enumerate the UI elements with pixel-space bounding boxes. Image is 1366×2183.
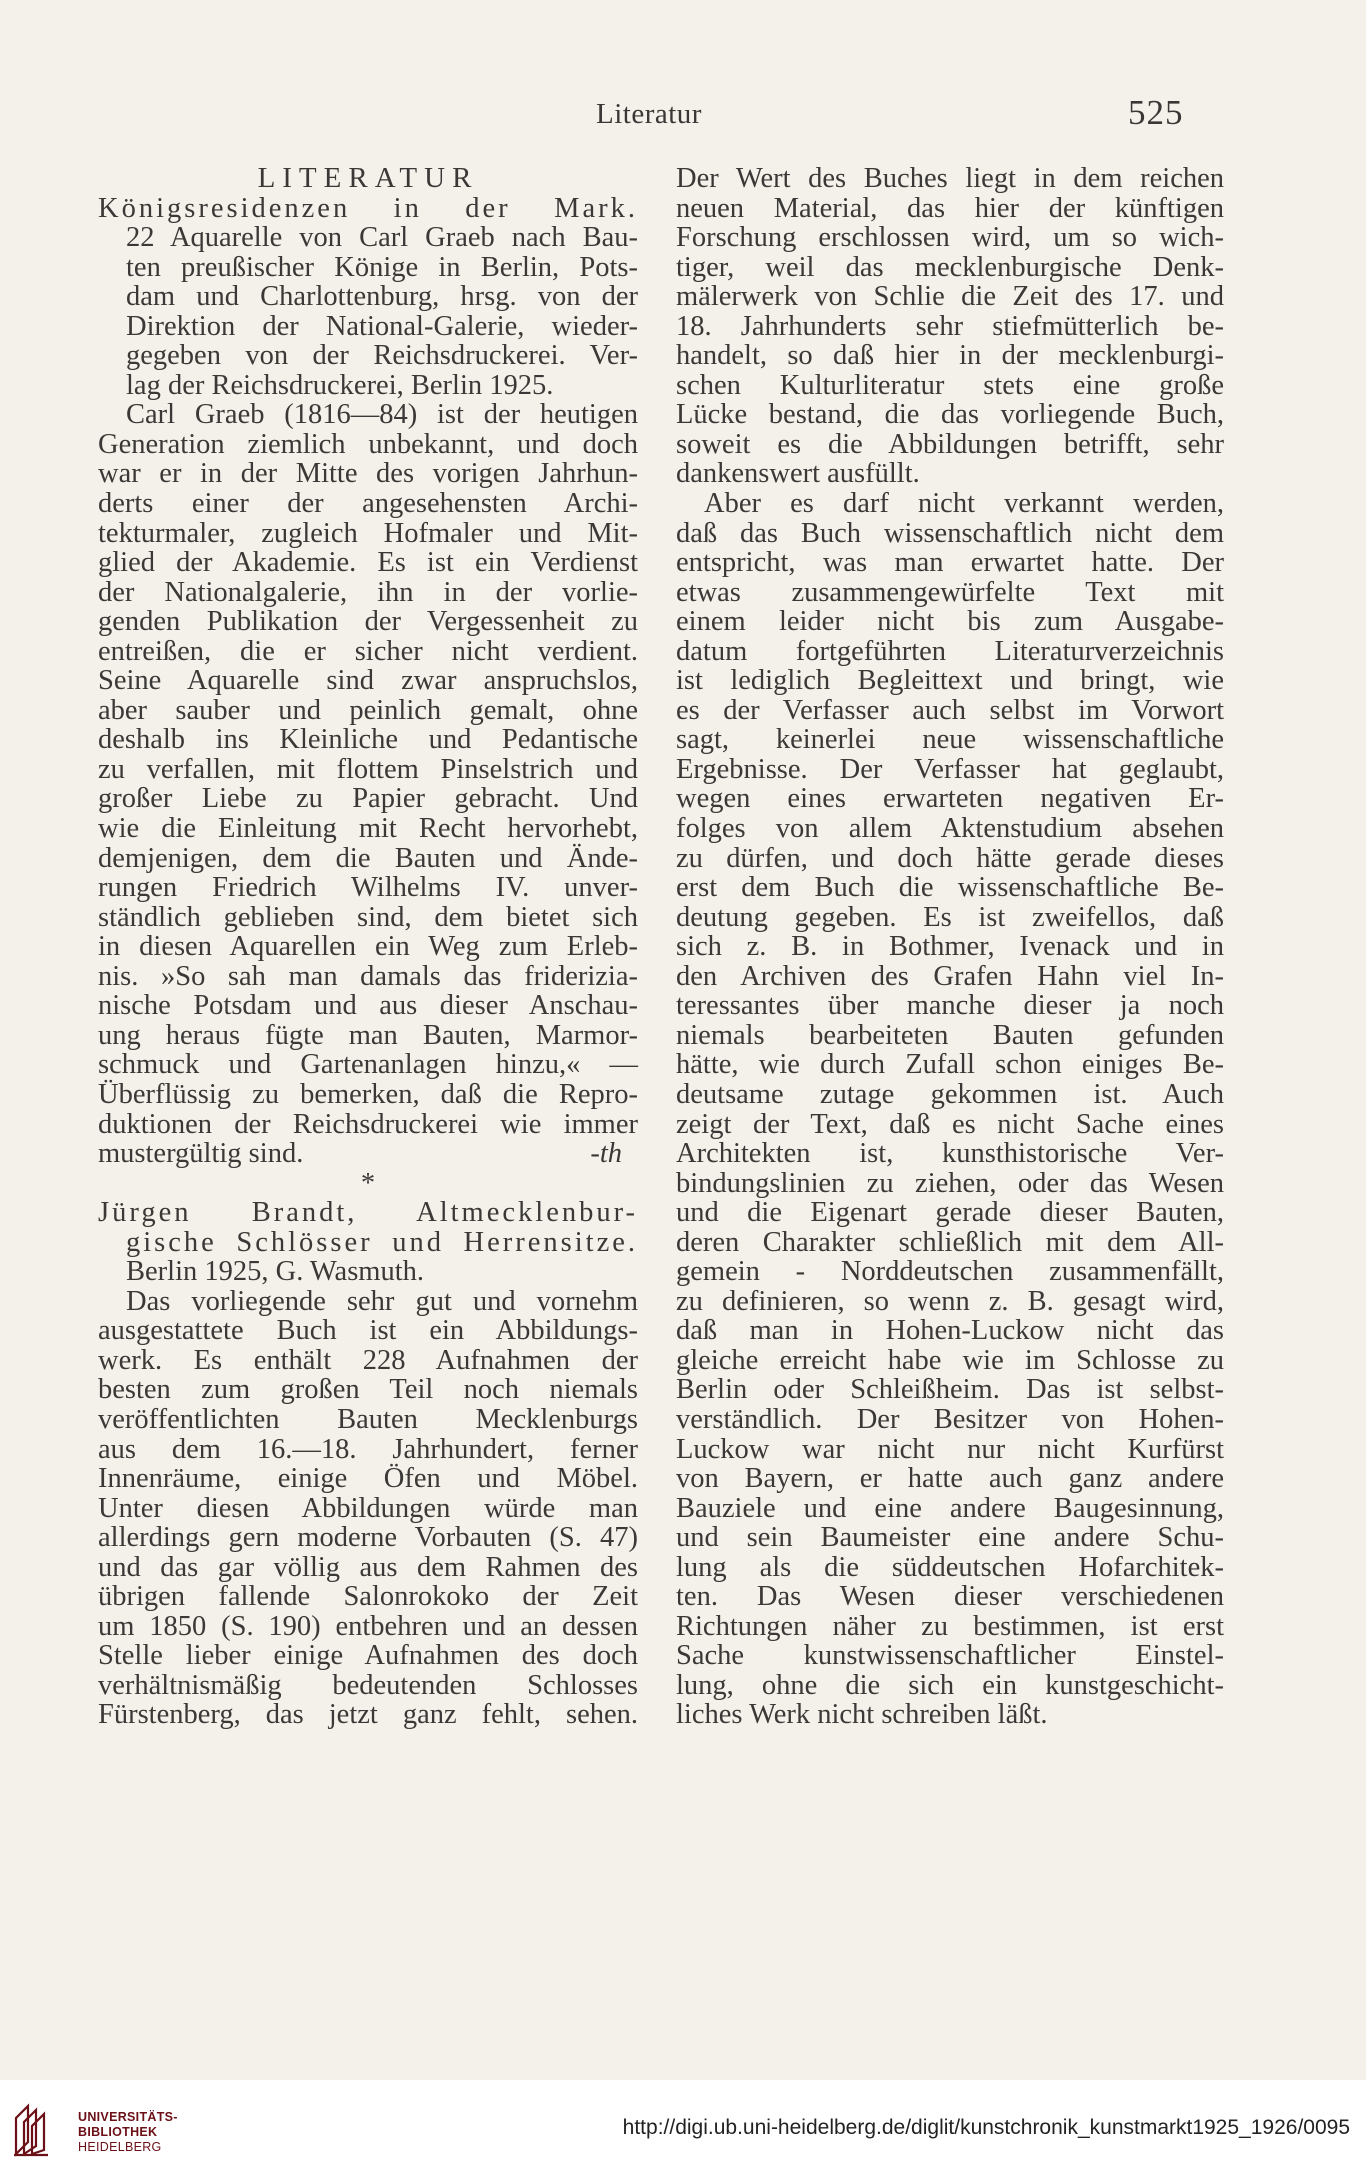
text-line: zeigt der Text, daß es nicht Sache eines	[676, 1108, 1224, 1140]
text-line: liches Werk nicht schreiben läßt.	[676, 1699, 1048, 1731]
text-line: Luckow war nicht nur nicht Kurfürst	[676, 1433, 1224, 1465]
text-line: zu dürfen, und doch hätte gerade dieses	[676, 842, 1224, 874]
text-line: tekturmaler, zugleich Hofmaler und Mit-	[98, 517, 638, 549]
text-line: deutung gegeben. Es ist zweifellos, daß	[676, 901, 1224, 933]
text-line: veröffentlichten Bauten Mecklenburgs	[98, 1403, 638, 1435]
text-line: entreißen, die er sicher nicht verdient.	[98, 635, 638, 667]
text-line: ist lediglich Begleittext und bringt, wie	[676, 665, 1224, 697]
text-line: bindungslinien zu ziehen, oder das Wesen	[676, 1167, 1224, 1199]
text-line: großer Liebe zu Papier gebracht. Und	[98, 783, 638, 815]
library-name-line: BIBLIOTHEK	[78, 2125, 158, 2139]
library-name-line: HEIDELBERG	[78, 2140, 162, 2154]
text-line: hätte, wie durch Zufall schon einiges Be-	[676, 1049, 1224, 1081]
text-line: und die Eigenart gerade dieser Bauten,	[676, 1197, 1224, 1229]
library-name-line: UNIVERSITÄTS-	[78, 2110, 178, 2124]
text-line: Forschung erschlossen wird, um so wich-	[676, 222, 1224, 254]
text-line: es der Verfasser auch selbst im Vorwort	[676, 694, 1224, 726]
text-line: mustergültig sind.	[98, 1138, 304, 1170]
text-line: Ergebnisse. Der Verfasser hat geglaubt,	[676, 753, 1224, 785]
text-line: um 1850 (S. 190) entbehren und an dessen	[98, 1610, 638, 1642]
text-line: glied der Akademie. Es ist ein Verdienst	[98, 547, 638, 579]
text-line: teressantes über manche dieser ja noch	[676, 990, 1224, 1022]
text-line: Überflüssig zu bemerken, daß die Repro-	[98, 1078, 638, 1110]
text-line: soweit es die Abbildungen betrifft, sehr	[676, 428, 1224, 460]
text-line: in diesen Aquarellen ein Weg zum Erleb-	[98, 931, 638, 963]
text-line: schen Kulturliteratur stets eine große	[676, 369, 1224, 401]
text-line: deutsame zutage gekommen ist. Auch	[676, 1078, 1224, 1110]
text-line: gleiche erreicht habe wie im Schlosse zu	[676, 1344, 1224, 1376]
text-line: dankenswert ausfüllt.	[676, 458, 920, 490]
text-line: nische Potsdam und aus dieser Anschau-	[98, 990, 638, 1022]
page-number: 525	[1128, 93, 1184, 132]
text-line: Unter diesen Abbildungen würde man	[98, 1492, 638, 1524]
text-line: Das vorliegende sehr gut und vornehm	[126, 1285, 638, 1317]
text-line: mälerwerk von Schlie die Zeit des 17. und	[676, 281, 1224, 313]
text-line: zu verfallen, mit flottem Pinselstrich und	[98, 753, 638, 785]
text-line: rungen Friedrich Wilhelms IV. unver-	[98, 872, 638, 904]
text-line: deren Charakter schließlich mit dem All-	[676, 1226, 1224, 1258]
text-line: übrigen fallende Salonrokoko der Zeit	[98, 1581, 638, 1613]
section-heading: LITERATUR	[257, 162, 479, 194]
text-line: lag der Reichsdruckerei, Berlin 1925.	[126, 369, 554, 401]
running-header-title: Literatur	[596, 98, 702, 130]
text-line: aber sauber und peinlich gemalt, ohne	[98, 694, 638, 726]
text-line: Bauziele und eine andere Baugesinnung,	[676, 1492, 1224, 1524]
text-line: Direktion der National-Galerie, wieder-	[126, 310, 638, 342]
text-line: sagt, keinerlei neue wissenschaftliche	[676, 724, 1224, 756]
text-line: lung als die süddeutschen Hofarchitek-	[676, 1551, 1224, 1583]
text-line: entspricht, was man erwartet hatte. Der	[676, 547, 1224, 579]
text-line: erst dem Buch die wissenschaftliche Be-	[676, 872, 1224, 904]
text-line: verständlich. Der Besitzer von Hohen-	[676, 1403, 1224, 1435]
library-name	[78, 2110, 178, 2155]
text-line: ausgestattete Buch ist ein Abbildungs-	[98, 1315, 638, 1347]
section-separator: *	[360, 1167, 376, 1199]
text-line: besten zum großen Teil noch niemals	[98, 1374, 638, 1406]
author-signature: -th	[590, 1138, 622, 1170]
permalink-url[interactable]: http://digi.ub.uni-heidelberg.de/diglit/kunstchronik_kunstmarkt1925_1926/0095	[622, 2116, 1350, 2139]
text-line: ständlich geblieben sind, dem bietet sich	[98, 901, 638, 933]
text-line: Aber es darf nicht verkannt werden,	[704, 488, 1224, 520]
text-line: war er in der Mitte des vorigen Jahrhun-	[98, 458, 638, 490]
text-line: werk. Es enthält 228 Aufnahmen der	[98, 1344, 638, 1376]
text-line: daß das Buch wissenschaftlich nicht dem	[676, 517, 1224, 549]
text-line: wegen eines erwarteten negativen Er-	[676, 783, 1224, 815]
text-line: ten preußischer Könige in Berlin, Pots-	[126, 251, 638, 283]
text-line: allerdings gern moderne Vorbauten (S. 47)	[98, 1522, 638, 1554]
text-line: Seine Aquarelle sind zwar anspruchslos,	[98, 665, 638, 697]
text-line: handelt, so daß hier in der mecklenburgi-	[676, 340, 1224, 372]
text-line: Lücke bestand, die das vorliegende Buch,	[676, 399, 1224, 431]
text-line: sich z. B. in Bothmer, Ivenack und in	[676, 931, 1224, 963]
text-line: Berlin 1925, G. Wasmuth.	[126, 1256, 424, 1288]
text-line: niemals bearbeiteten Bauten gefunden	[676, 1019, 1224, 1051]
text-line: schmuck und Gartenanlagen hinzu,« —	[98, 1049, 638, 1081]
text-line: Königsresidenzen in der Mark.	[98, 192, 638, 224]
text-line: duktionen der Reichsdruckerei wie immer	[98, 1108, 638, 1140]
text-line: nis. »So sah man damals das friderizia-	[98, 960, 638, 992]
text-line: datum fortgeführten Literaturverzeichnis	[676, 635, 1224, 667]
text-line: demjenigen, dem die Bauten und Ände-	[98, 842, 638, 874]
text-line: verhältnismäßig bedeutenden Schlosses	[98, 1669, 638, 1701]
text-line: Architekten ist, kunsthistorische Ver-	[676, 1138, 1224, 1170]
text-line: ten. Das Wesen dieser verschiedenen	[676, 1581, 1224, 1613]
text-line: gegeben von der Reichsdruckerei. Ver-	[126, 340, 638, 372]
text-line: und sein Baumeister eine andere Schu-	[676, 1522, 1224, 1554]
text-line: 18. Jahrhunderts sehr stiefmütterlich be-	[676, 310, 1224, 342]
left-column	[98, 164, 638, 1730]
text-line: den Archiven des Grafen Hahn viel In-	[676, 960, 1224, 992]
text-line: gische Schlösser und Herrensitze.	[126, 1226, 638, 1258]
text-line: gemein - Norddeutschen zusammenfällt,	[676, 1256, 1224, 1288]
text-line: Sache kunstwissenschaftlicher Einstel-	[676, 1640, 1224, 1672]
right-column	[676, 164, 1224, 1730]
text-line: von Bayern, er hatte auch ganz andere	[676, 1463, 1224, 1495]
text-line: wie die Einleitung mit Recht hervorhebt,	[98, 813, 638, 845]
text-line: folges von allem Aktenstudium absehen	[676, 813, 1224, 845]
text-line: dam und Charlottenburg, hrsg. von der	[126, 281, 638, 313]
viewer-footer	[0, 2080, 1366, 2183]
text-line: Innenräume, einige Öfen und Möbel.	[98, 1463, 638, 1495]
text-line: Stelle lieber einige Aufnahmen des doch	[98, 1640, 638, 1672]
text-line: Fürstenberg, das jetzt ganz fehlt, sehen.	[98, 1699, 638, 1731]
text-line: 22 Aquarelle von Carl Graeb nach Bau-	[126, 222, 638, 254]
text-line: etwas zusammengewürfelte Text mit	[676, 576, 1224, 608]
text-line: Generation ziemlich unbekannt, und doch	[98, 428, 638, 460]
text-line: Jürgen Brandt, Altmecklenbur-	[98, 1197, 638, 1229]
text-line: Berlin oder Schleißheim. Das ist selbst-	[676, 1374, 1224, 1406]
text-line: Carl Graeb (1816—84) ist der heutigen	[126, 399, 638, 431]
text-line: der Nationalgalerie, ihn in der vorlie-	[98, 576, 638, 608]
text-line: ung heraus fügte man Bauten, Marmor-	[98, 1019, 638, 1051]
text-line: lung, ohne die sich ein kunstgeschicht-	[676, 1669, 1224, 1701]
text-line: tiger, weil das mecklenburgische Denk-	[676, 251, 1224, 283]
text-line-with-signature	[98, 1139, 638, 1169]
text-line: Der Wert des Buches liegt in dem reichen	[676, 163, 1224, 194]
text-line: deshalb ins Kleinliche und Pedantische	[98, 724, 638, 756]
text-line: genden Publikation der Vergessenheit zu	[98, 606, 638, 638]
text-line: einem leider nicht bis zum Ausgabe-	[676, 606, 1224, 638]
library-logo-icon	[12, 2098, 52, 2158]
text-line: neuen Material, das hier der künftigen	[676, 192, 1224, 224]
text-line: und das gar völlig aus dem Rahmen des	[98, 1551, 638, 1583]
text-line: aus dem 16.—18. Jahrhundert, ferner	[98, 1433, 638, 1465]
text-line: daß man in Hohen-Luckow nicht das	[676, 1315, 1224, 1347]
text-line: derts einer der angesehensten Archi-	[98, 488, 638, 520]
text-line: Richtungen näher zu bestimmen, ist erst	[676, 1610, 1224, 1642]
text-line: zu definieren, so wenn z. B. gesagt wird,	[676, 1285, 1224, 1317]
